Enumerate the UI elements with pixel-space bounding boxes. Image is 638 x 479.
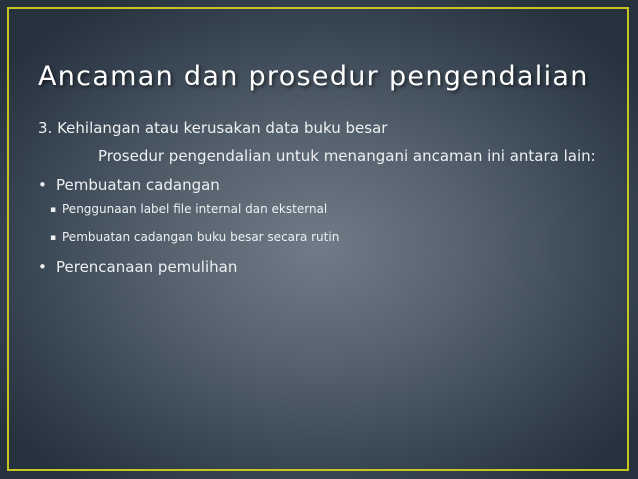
slide-body (38, 118, 608, 282)
intro-text: Prosedur pengendalian untuk menangani ancaman ini antara lain: (98, 147, 596, 165)
bullet-item (38, 256, 608, 278)
sub-bullet-item (50, 228, 608, 247)
sub-bullet-label: Penggunaan label file internal dan eksternal (62, 202, 328, 216)
bullet-marker: • (38, 258, 47, 276)
sub-bullet-marker: ▪ (50, 205, 57, 215)
section-heading: 3. Kehilangan atau kerusakan data buku besar (38, 119, 388, 137)
bullet-label: Perencanaan pemulihan (56, 258, 238, 276)
intro-paragraph (38, 144, 608, 168)
slide-title: Ancaman dan prosedur pengendalian (38, 61, 589, 92)
sub-bullet-marker: ▪ (50, 233, 57, 243)
bullet-label: Pembuatan cadangan (56, 176, 220, 194)
bullet-marker: • (38, 176, 47, 194)
sub-bullet-label: Pembuatan cadangan buku besar secara rutin (62, 230, 340, 244)
sub-bullet-item (50, 200, 608, 219)
bullet-item (38, 174, 608, 196)
